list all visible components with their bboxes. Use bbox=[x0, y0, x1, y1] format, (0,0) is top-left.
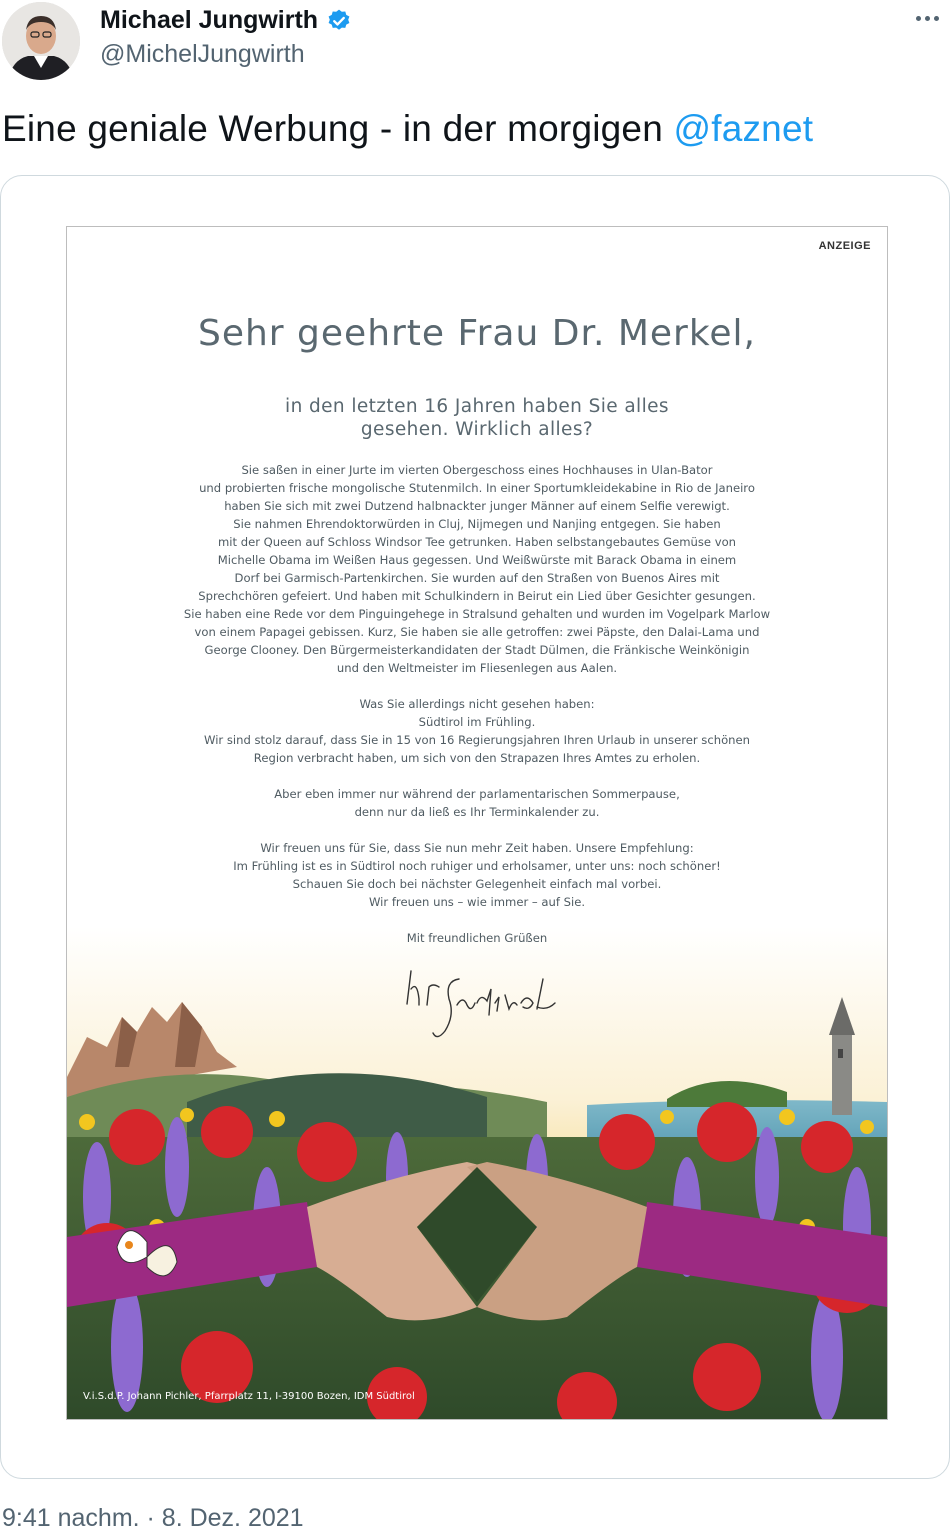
ad-paragraph bbox=[67, 785, 887, 821]
tweet-header bbox=[0, 0, 950, 90]
ad-line: Sie saßen in einer Jurte im vierten Obergeschoss eines Hochhauses in Ulan-Bator bbox=[241, 463, 713, 477]
author-name-row[interactable] bbox=[100, 6, 352, 35]
ad-line: Wir freuen uns für Sie, dass Sie nun mehr Zeit haben. Unsere Empfehlung: bbox=[260, 841, 694, 855]
verified-badge-icon bbox=[326, 8, 352, 34]
ad-paragraph bbox=[67, 929, 887, 947]
ad-line: Wir sind stolz darauf, dass Sie in 15 von 16 Regierungsjahren Ihren Urlaub in unserer schönen bbox=[203, 733, 750, 747]
ad-subtitle-line: gesehen. Wirklich alles? bbox=[360, 419, 594, 440]
ad-line: Sprechchören gefeiert. Und haben mit Schulkindern in Beirut ein Lied über Gesichter gesungen. bbox=[198, 589, 756, 603]
ad-line: von einem Papagei gebissen. Kurz, Sie haben sie alle getroffen: zwei Päpste, den Dalai-Lama und bbox=[194, 625, 760, 639]
ad-line: und den Weltmeister im Fliesenlegen aus Aalen. bbox=[336, 661, 618, 675]
ad-line: Michelle Obama im Weißen Haus gegessen. Und Weißwürste mit Barack Obama in einem bbox=[217, 553, 737, 567]
ad-line: mit der Queen auf Schloss Windsor Tee getrunken. Haben selbstangebautes Gemüse von bbox=[217, 535, 737, 549]
advertisement-image[interactable] bbox=[66, 226, 888, 1420]
avatar[interactable] bbox=[2, 2, 80, 80]
ad-line: und probierten frische mongolische Stutenmilch. In einer Sportumkleidekabine in Rio de Janeiro bbox=[199, 481, 755, 495]
author-handle[interactable]: @MichelJungwirth bbox=[100, 40, 305, 68]
ad-paragraph bbox=[67, 839, 887, 911]
ad-line: Sie haben eine Rede vor dem Pinguingehege in Stralsund gehalten und wurden im Vogelpark Marlow bbox=[183, 607, 771, 621]
ad-subtitle bbox=[267, 395, 687, 441]
ad-line: Schauen Sie doch bei nächster Gelegenheit einfach mal vorbei. bbox=[292, 877, 662, 891]
more-icon[interactable] bbox=[914, 8, 944, 30]
author-name[interactable]: Michael Jungwirth bbox=[100, 6, 319, 34]
tweet-text bbox=[2, 108, 813, 150]
ad-body-text bbox=[67, 461, 887, 965]
mention-link[interactable]: @faznet bbox=[673, 108, 814, 149]
ad-line: Aber eben immer nur während der parlamentarischen Sommerpause, bbox=[274, 787, 680, 801]
tweet-text-body: Eine geniale Werbung - in der morgigen bbox=[2, 108, 674, 149]
tweet-timestamp[interactable]: 9:41 nachm. · 8. Dez. 2021 bbox=[2, 1504, 304, 1532]
signature bbox=[397, 959, 557, 1049]
ad-line: Im Frühling ist es in Südtirol noch ruhiger und erholsamer, unter uns: noch schöner! bbox=[233, 859, 721, 873]
ad-line: denn nur da ließ es Ihr Terminkalender zu. bbox=[354, 805, 600, 819]
ad-line: haben Sie sich mit zwei Dutzend halbnackter junger Männer auf einem Selfie verewigt. bbox=[224, 499, 730, 513]
ad-line: George Clooney. Den Bürgermeisterkandidaten der Stadt Dülmen, die Fränkische Weinkönigin bbox=[204, 643, 750, 657]
ad-line: Südtirol im Frühling. bbox=[418, 715, 536, 729]
ad-line: Dorf bei Garmisch-Partenkirchen. Sie wurden auf den Straßen von Buenos Aires mit bbox=[234, 571, 720, 585]
ad-imprint: V.i.S.d.P. Johann Pichler, Pfarrplatz 11, I-39100 Bozen, IDM Südtirol bbox=[83, 1391, 415, 1402]
ad-line: Region verbracht haben, um sich von den Strapazen Ihres Amtes zu erholen. bbox=[253, 751, 701, 765]
ad-line: Wir freuen uns – wie immer – auf Sie. bbox=[368, 895, 586, 909]
ad-title: Sehr geehrte Frau Dr. Merkel, bbox=[197, 313, 756, 354]
ad-subtitle-line: in den letzten 16 Jahren haben Sie alles bbox=[285, 396, 669, 417]
ad-tag: ANZEIGE bbox=[818, 240, 871, 252]
ad-line: Was Sie allerdings nicht gesehen haben: bbox=[359, 697, 595, 711]
ad-paragraph bbox=[67, 461, 887, 677]
ad-paragraph bbox=[67, 695, 887, 767]
ad-line: Sie nahmen Ehrendoktorwürden in Cluj, Nijmegen und Nanjing entgegen. Sie haben bbox=[233, 517, 721, 531]
ad-closing: Mit freundlichen Grüßen bbox=[406, 931, 548, 945]
avatar-portrait-icon bbox=[2, 2, 80, 80]
